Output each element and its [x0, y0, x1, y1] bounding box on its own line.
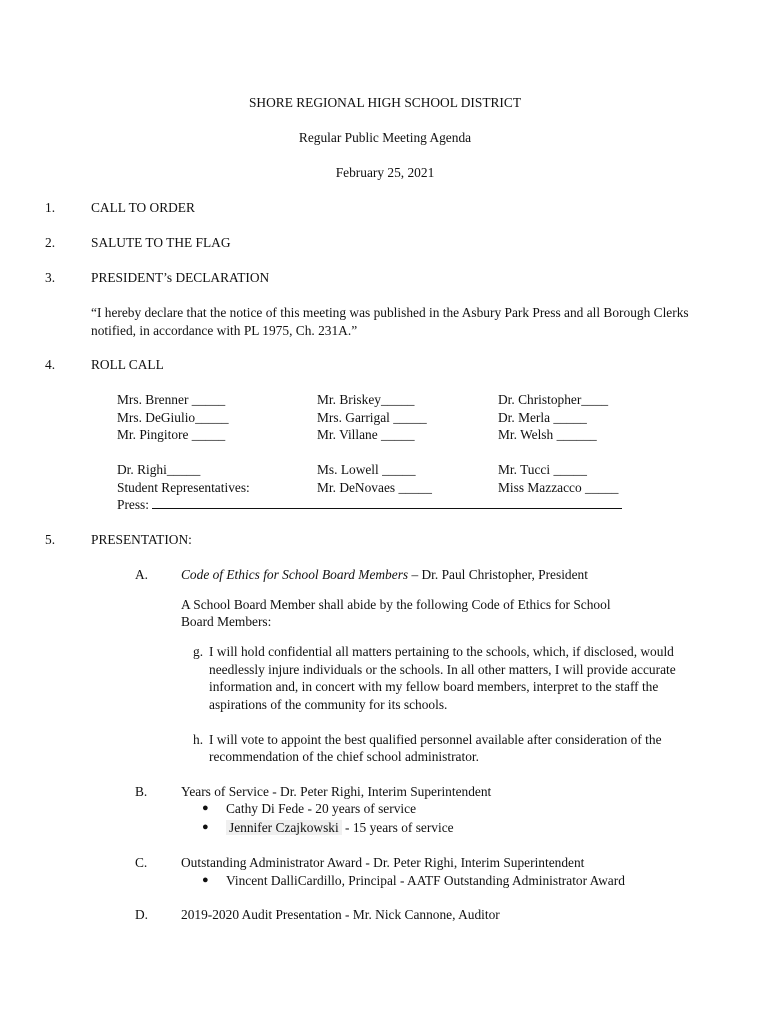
ethics-item-g: needlessly injure individuals or the schools. In all other matters, I will provide accurate — [209, 662, 676, 677]
ethics-intro: A School Board Member shall abide by the following Code of Ethics for School — [181, 597, 611, 612]
presentation-c-title: Outstanding Administrator Award - Dr. Peter Righi, Interim Superintendent — [181, 855, 585, 870]
meeting-date: February 25, 2021 — [335, 165, 435, 180]
bullet: ● — [202, 821, 209, 833]
bullet: ● — [202, 802, 209, 814]
item-title-roll-call: ROLL CALL — [91, 357, 164, 372]
declaration-text: notified, in accordance with PL 1975, Ch. 231A.” — [91, 323, 358, 338]
ethics-item-g: information and, in concert with my fellow board members, interpret to the staff the — [209, 679, 659, 694]
roll-call-member: Mr. DeNovaes _____ — [317, 480, 432, 495]
honoree-detail: - 15 years of service — [341, 820, 454, 835]
ethics-intro: Board Members: — [181, 614, 272, 629]
honoree: Cathy Di Fede - 20 years of service — [226, 801, 417, 816]
bullet: ● — [202, 874, 209, 886]
roll-call-member: Mr. Villane _____ — [317, 427, 415, 442]
item-title-call-to-order: CALL TO ORDER — [91, 200, 195, 215]
item-title-presentation: PRESENTATION: — [91, 532, 192, 547]
roll-call-member: Dr. Righi_____ — [117, 462, 201, 477]
roll-call-member: Miss Mazzacco _____ — [498, 480, 619, 495]
presentation-letter: B. — [135, 784, 148, 799]
item-title-declaration: PRESIDENT’s DECLARATION — [91, 270, 270, 285]
list-marker-g: g. — [193, 644, 204, 659]
presentation-b-title: Years of Service - Dr. Peter Righi, Interim Superintendent — [181, 784, 492, 799]
award-recipient: Vincent DalliCardillo, Principal - AATF Outstanding Administrator Award — [226, 873, 625, 888]
item-number: 5. — [45, 532, 56, 547]
presenter: – Dr. Paul Christopher, President — [408, 567, 588, 582]
item-number: 1. — [45, 200, 56, 215]
district-name: SHORE REGIONAL HIGH SCHOOL DISTRICT — [248, 95, 522, 110]
roll-call-member: Dr. Christopher____ — [498, 392, 609, 407]
ethics-item-g: I will hold confidential all matters pertaining to the schools, which, if disclosed, would — [209, 644, 674, 659]
item-number: 3. — [45, 270, 56, 285]
ethics-item-h: recommendation of the chief school administrator. — [209, 749, 479, 764]
presentation-letter: A. — [135, 567, 149, 582]
press-line — [117, 496, 622, 513]
roll-call-member: Mr. Briskey_____ — [317, 392, 415, 407]
roll-call-member: Mr. Tucci _____ — [498, 462, 587, 477]
roll-call-member: Ms. Lowell _____ — [317, 462, 416, 477]
roll-call-member: Mrs. Garrigal _____ — [317, 410, 427, 425]
roll-call-member: Mr. Welsh ______ — [498, 427, 597, 442]
item-number: 4. — [45, 357, 56, 372]
roll-call-member: Mrs. DeGiulio_____ — [117, 410, 229, 425]
press-blank — [152, 496, 622, 509]
roll-call-member: Dr. Merla _____ — [498, 410, 587, 425]
presentation-a-title — [181, 566, 588, 583]
list-marker-h: h. — [193, 732, 204, 747]
honoree-name-highlight: Jennifer Czajkowski — [226, 820, 342, 835]
roll-call-member: Mrs. Brenner _____ — [117, 392, 226, 407]
meeting-type: Regular Public Meeting Agenda — [298, 130, 472, 145]
ethics-item-h: I will vote to appoint the best qualified personnel available after consideration of the — [209, 732, 662, 747]
item-number: 2. — [45, 235, 56, 250]
presentation-letter: D. — [135, 907, 149, 922]
code-of-ethics-title: Code of Ethics for School Board Members — [181, 567, 409, 582]
press-label: Press: — [117, 497, 149, 512]
item-title-salute: SALUTE TO THE FLAG — [91, 235, 231, 250]
roll-call-member: Mr. Pingitore _____ — [117, 427, 226, 442]
ethics-item-g: aspirations of the community for its schools. — [209, 697, 448, 712]
roll-call-student-reps-label: Student Representatives: — [117, 480, 250, 495]
presentation-letter: C. — [135, 855, 148, 870]
presentation-d-title: 2019-2020 Audit Presentation - Mr. Nick Cannone, Auditor — [181, 907, 500, 922]
declaration-text: “I hereby declare that the notice of this meeting was published in the Asbury Park Press and all Borough Clerks — [91, 305, 689, 320]
honoree — [226, 819, 454, 836]
